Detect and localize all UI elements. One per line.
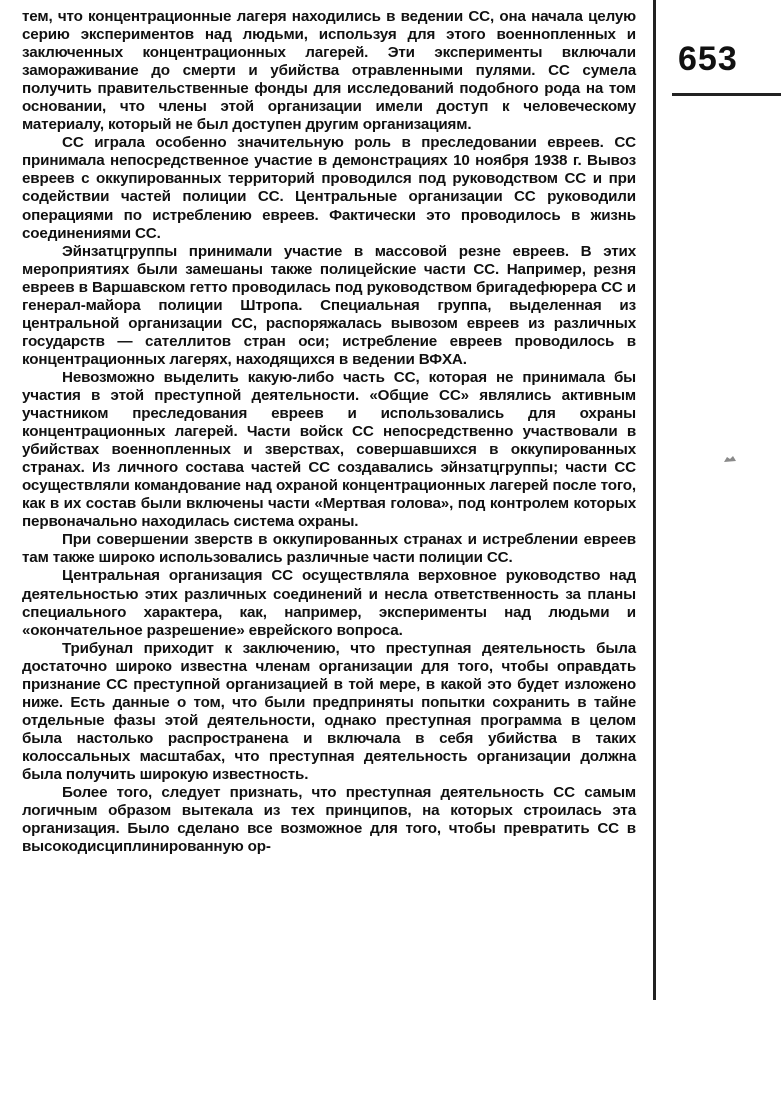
paragraph-1: тем, что концентрационные лагеря находились в ведении СС, она начала целую серию экспериментов над людьми, используя для этого военнопленных и заключенных концентрационных лагерей. Эти эксперименты включали замораживание до смерти и убийства отравленными пулями. СС сумела получить правительственные фонды для исследований подобного рода на том основании, что члены этой организации имели доступ к человеческому материалу, который не был доступен другим организациям. (22, 8, 636, 134)
scan-speck-mark (722, 454, 738, 464)
paragraph-6: Центральная организация СС осуществляла верховное руководство над деятельностью этих различных соединений и несла ответственность за планы специального характера, как, например, эксперименты над людьми и «окончательное разрешение» еврейского вопроса. (22, 567, 636, 639)
paragraph-8: Более того, следует признать, что преступная деятельность СС самым логичным образом вытекала из тех принципов, на которых строилась эта организация. Было сделано все возможное для того, чтобы превратить СС в высокодисциплинированную ор- (22, 784, 636, 856)
paragraph-2: СС играла особенно значительную роль в преследовании евреев. СС принимала непосредственное участие в демонстрациях 10 ноября 1938 г. Вывоз евреев с оккупированных территорий проводился под руководством СС и при содействии частей полиции СС. Центральные организации СС руководили операциями по истреблению евреев. Фактически это проводилось в жизнь соединениями СС. (22, 134, 636, 242)
paragraph-7: Трибунал приходит к заключению, что преступная деятельность была достаточно широко известна членам организации для того, чтобы оправдать признание СС преступной организацией в той мере, в какой это будет изложено ниже. Есть данные о том, что были предприняты попытки сохранить в тайне отдельные фазы этой деятельности, однако преступная программа в целом была настолько распространена и включала в себя убийства в таких колоссальных масштабах, что преступная деятельность организации должна была получить широкую известность. (22, 639, 636, 783)
page-number-underline (672, 93, 781, 96)
paragraph-5: При совершении зверств в оккупированных странах и истреблении евреев там также широко использовались различные части полиции СС. (22, 531, 636, 567)
paragraph-3: Эйнзатцгруппы принимали участие в массовой резне евреев. В этих мероприятиях были замешаны также полицейские части СС. Например, резня евреев в Варшавском гетто проводилась под руководством бригадефюрера СС и генерал-майора полиции Штропа. Специальная группа, выделенная из центральной организации СС, распоряжалась вывозом евреев из различных государств — сателлитов стран оси; истребление евреев проводилось в концентрационных лагерях, находящихся в ведении ВФХА. (22, 242, 636, 368)
text-column (22, 8, 636, 856)
column-divider-rule (653, 0, 656, 1000)
page-number: 653 (678, 40, 738, 78)
paragraph-4: Невозможно выделить какую-либо часть СС, которая не принимала бы участия в этой преступной деятельности. «Общие СС» являлись активным участником преследования евреев и использовались для охраны концентрационных лагерей. Части войск СС непосредственно участвовали в убийствах военнопленных и зверствах, совершавшихся в оккупированных странах. Из личного состава частей СС создавались эйнзатцгруппы; части СС осуществляли командование над охраной концентрационных лагерей после того, как в их состав были включены части «Мертвая голова», под контролем которых первоначально находилась система охраны. (22, 368, 636, 531)
